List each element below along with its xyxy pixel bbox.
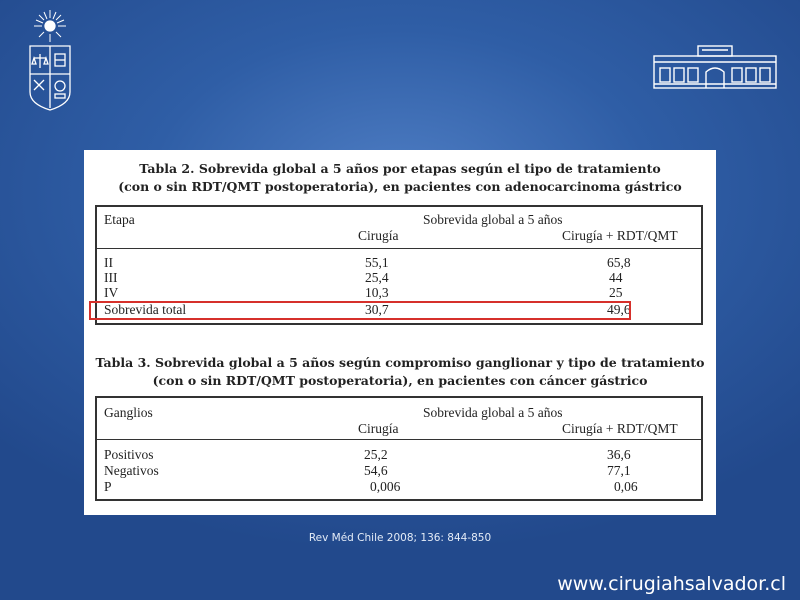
table2-row-cirugia-rdt: 44 (609, 270, 623, 285)
table3-row-cirugia: 25,2 (364, 447, 388, 462)
table2-col-cirugia-rdt: Cirugía + RDT/QMT (562, 228, 678, 243)
sobrevida-total-highlight-box (89, 301, 631, 320)
table2-caption (84, 160, 716, 196)
table2-col-cirugia: Cirugía (358, 228, 399, 243)
table3-row-cirugia-rdt: 77,1 (607, 463, 631, 478)
table3-row-cirugia-rdt: 0,06 (614, 479, 638, 494)
citation: Rev Méd Chile 2008; 136: 844-850 (308, 532, 492, 544)
table2-caption-line1: Tabla 2. Sobrevida global a 5 años por etapas según el tipo de tratamiento (139, 161, 661, 176)
table2-row-cirugia: 10,3 (365, 285, 389, 300)
table3-row-cirugia: 54,6 (364, 463, 388, 478)
table3-col-cirugia-rdt: Cirugía + RDT/QMT (562, 421, 678, 436)
university-crest-icon (24, 8, 76, 112)
table2-row-cirugia-rdt: 65,8 (607, 255, 631, 270)
table2-col-etapa: Etapa (104, 212, 135, 227)
table3-row-cirugia: 0,006 (370, 479, 401, 494)
table3-caption-line2: (con o sin RDT/QMT postoperatoria), en pacientes con cáncer gástrico (152, 373, 648, 388)
table3-col-cirugia: Cirugía (358, 421, 399, 436)
table3 (95, 396, 703, 501)
table2-caption-line2: (con o sin RDT/QMT postoperatoria), en pacientes con adenocarcinoma gástrico (118, 179, 682, 194)
website-url[interactable]: www.cirugiahsalvador.cl (557, 573, 786, 595)
table2-row-cirugia: 30,7 (365, 302, 389, 317)
table2-col-group: Sobrevida global a 5 años (423, 212, 563, 227)
hospital-building-icon (652, 42, 778, 90)
table2-row-label: II (104, 255, 113, 270)
table3-row-label: Positivos (104, 447, 154, 462)
table3-row-label: P (104, 479, 112, 494)
table2-row-cirugia-rdt: 49,6 (607, 302, 631, 317)
content-panel (84, 150, 716, 515)
table3-col-ganglios: Ganglios (104, 405, 153, 420)
table3-caption (84, 354, 716, 390)
table2-row-label: III (104, 270, 118, 285)
table2-row-cirugia: 55,1 (365, 255, 389, 270)
table2-row-label: Sobrevida total (104, 302, 187, 317)
table3-caption-line1: Tabla 3. Sobrevida global a 5 años según compromiso ganglionar y tipo de tratamiento (95, 355, 705, 370)
table3-header (97, 398, 701, 440)
table2-row-cirugia-rdt: 25 (609, 285, 623, 300)
table2-row-label: IV (104, 285, 119, 300)
table3-col-group: Sobrevida global a 5 años (423, 405, 563, 420)
table2-row-cirugia: 25,4 (365, 270, 389, 285)
table3-row-label: Negativos (104, 463, 159, 478)
table2-header (97, 207, 701, 249)
table3-row-cirugia-rdt: 36,6 (607, 447, 631, 462)
